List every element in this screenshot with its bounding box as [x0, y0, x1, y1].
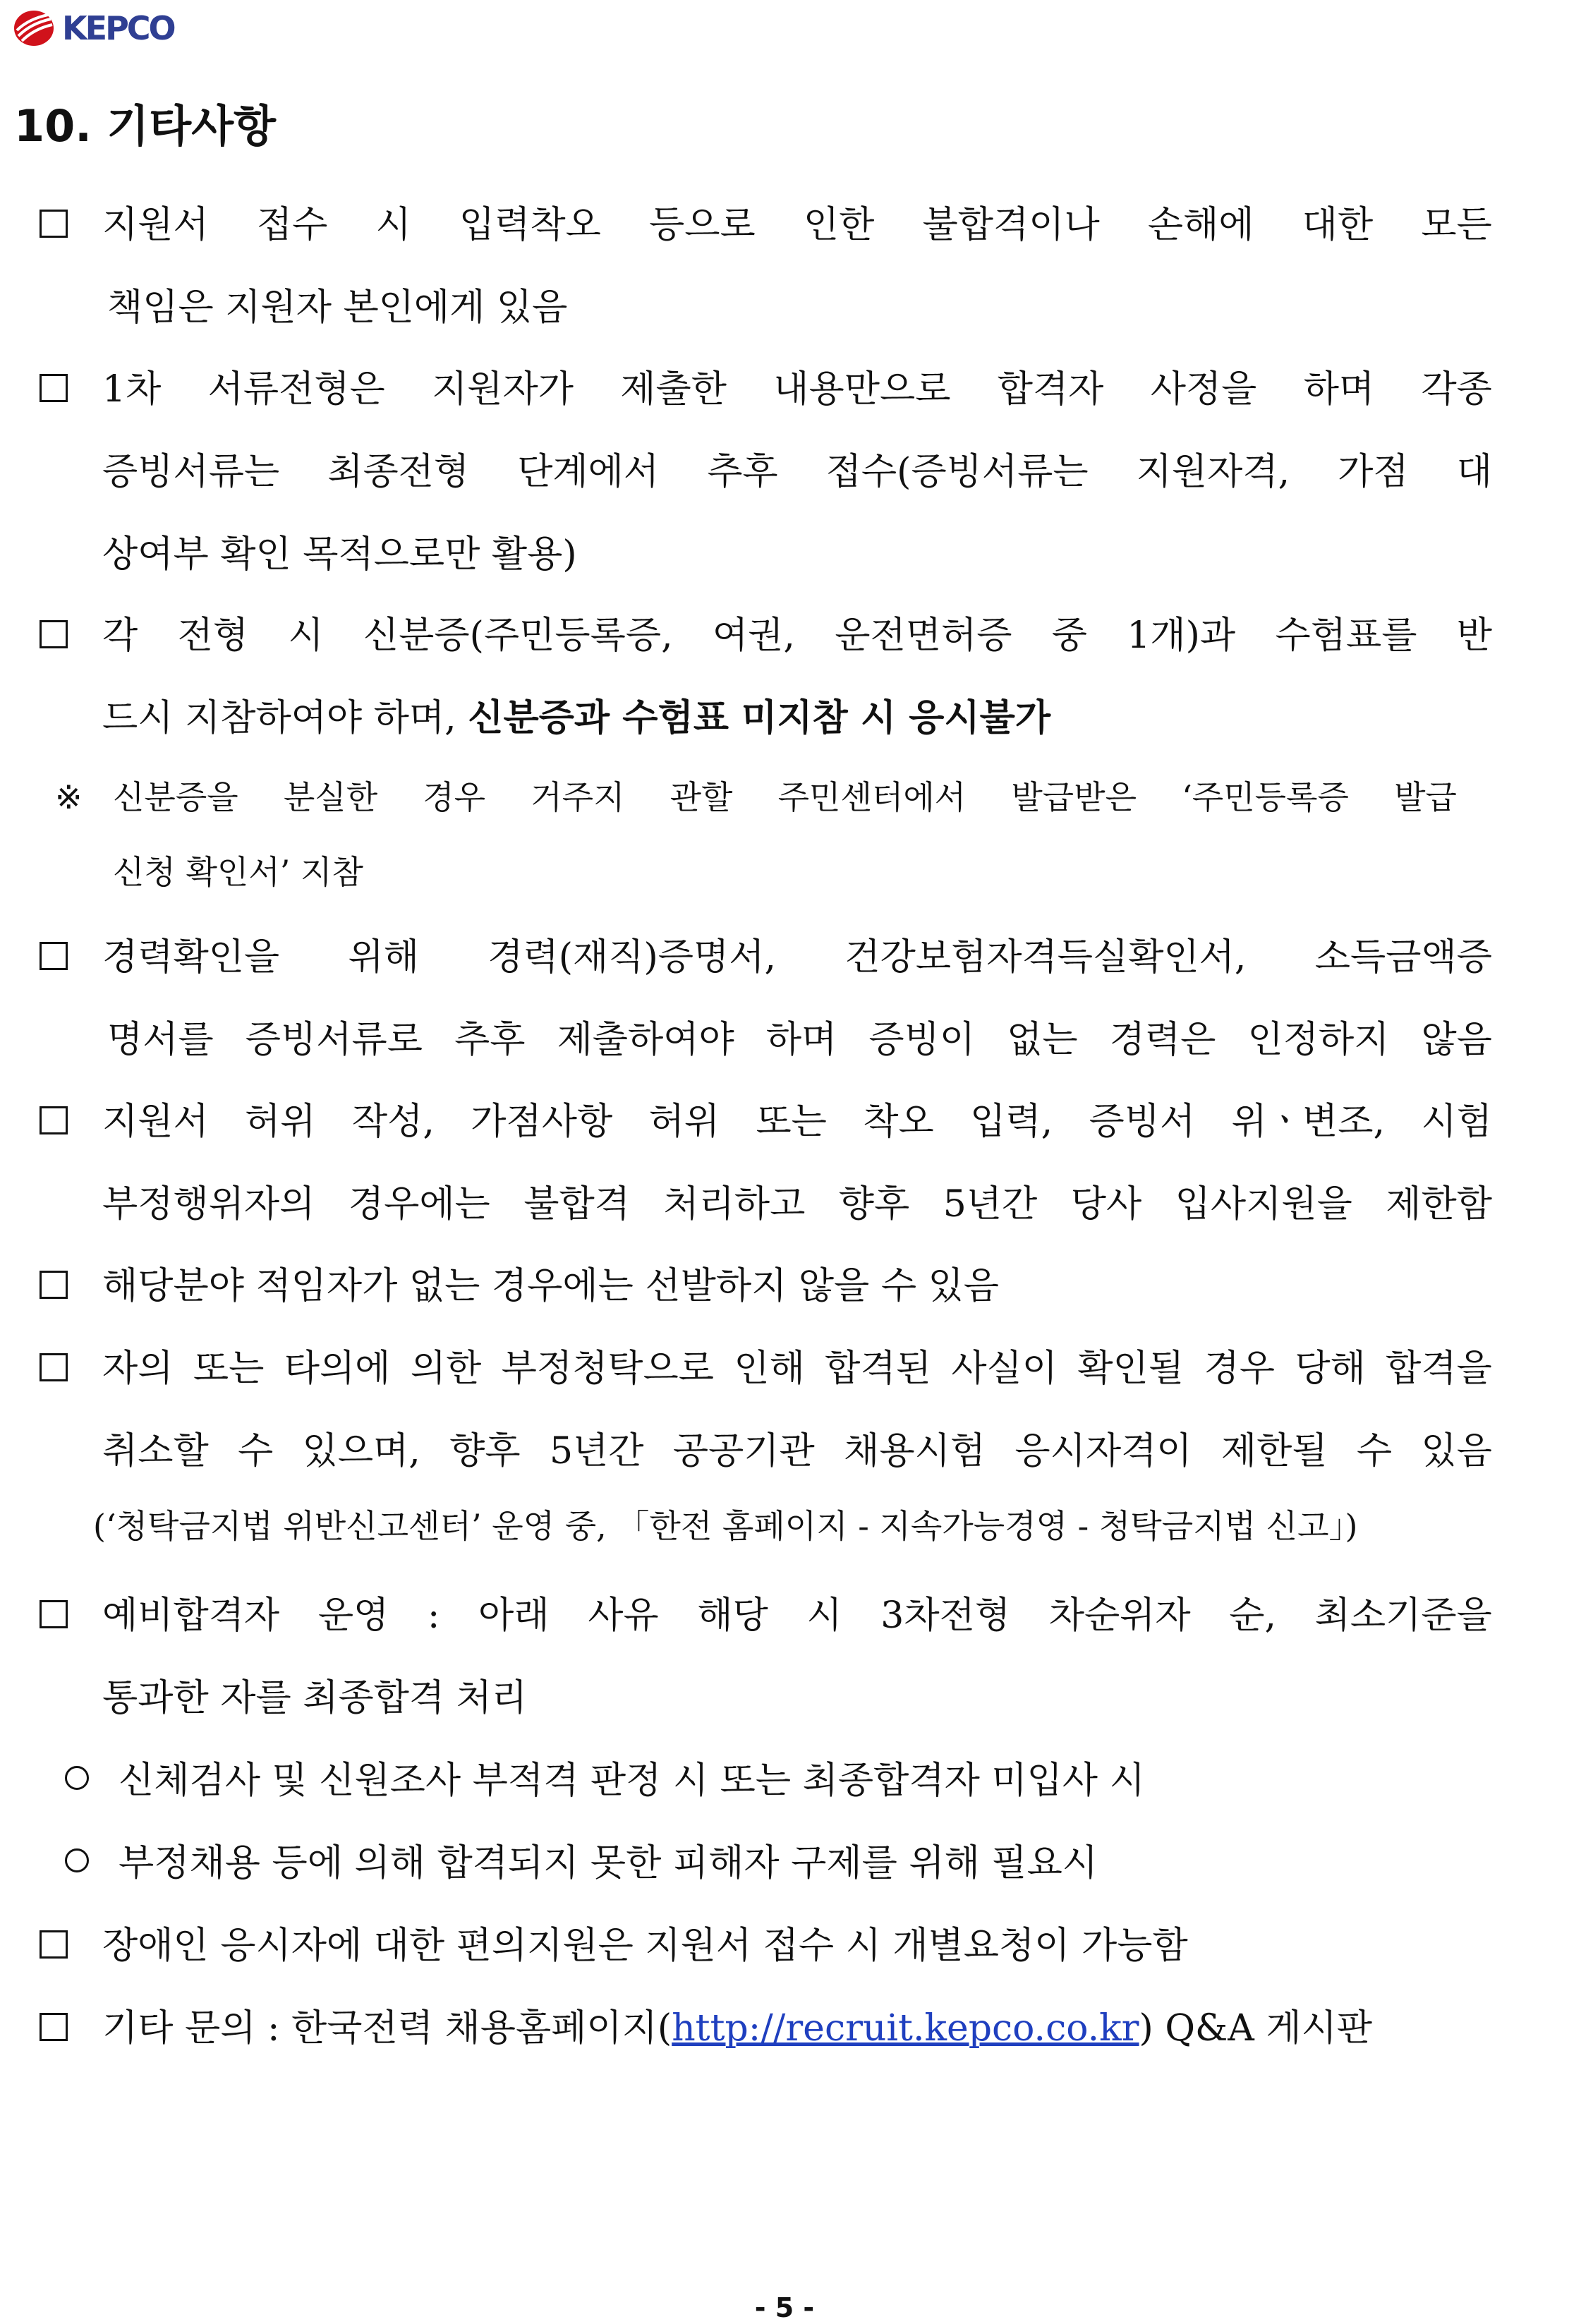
word: 수험표를: [1275, 615, 1417, 657]
item-2-line-1: [102, 368, 1492, 411]
word: 시: [288, 615, 324, 657]
word: 반: [1456, 615, 1492, 657]
word: 합격을: [1386, 1348, 1492, 1390]
word: 당사: [1070, 1183, 1142, 1225]
word: 불합격이나: [922, 204, 1100, 246]
word: 증빙이: [868, 1019, 976, 1061]
item-1-line-2: 책임은 지원자 본인에게 있음: [107, 286, 568, 329]
word: 채용시험: [844, 1430, 986, 1472]
word: 증빙서: [1089, 1101, 1196, 1143]
word: 가점사항: [471, 1101, 613, 1143]
item-5-line-2: [102, 1183, 1492, 1225]
word: 합격자: [997, 368, 1104, 411]
item-6-line-1: 해당분야 적임자가 없는 경우에는 선발하지 않을 수 있음: [102, 1265, 1000, 1307]
word: 시: [375, 204, 411, 246]
logo-text: KEPCO: [62, 9, 174, 47]
word: 최종전형: [327, 451, 470, 493]
word: 부정청탁으로: [501, 1348, 715, 1390]
word: 지원서: [102, 204, 209, 246]
circle-bullet-icon: [65, 1766, 89, 1790]
item-3-line-2: [102, 697, 1051, 739]
word: 경우: [1204, 1348, 1275, 1390]
word: 대한: [1302, 204, 1374, 246]
word: 중: [1051, 615, 1087, 657]
word: 허위: [648, 1101, 720, 1143]
word: 입력착오: [459, 204, 601, 246]
word: 접수(증빙서류는: [825, 451, 1089, 493]
word: 제출한: [620, 368, 727, 411]
word: 운전면허증: [835, 615, 1012, 657]
id-required-notice: 신분증과 수험표 미지참 시 응시불가: [468, 697, 1051, 739]
item-3-line-2-text: 드시 지참하여야 하며,: [102, 697, 468, 739]
kepco-logo: [13, 7, 174, 49]
checkbox-icon: [40, 1271, 68, 1299]
word: 접수: [256, 204, 328, 246]
word: 경우: [423, 778, 486, 816]
item-8-line-1: [102, 1594, 1492, 1637]
word: 해당: [697, 1594, 768, 1637]
word: 인정하지: [1247, 1019, 1390, 1061]
word: 서류전형은: [207, 368, 385, 411]
word: 각: [102, 615, 138, 657]
word: 여권,: [712, 615, 795, 657]
sub-item-1: 신체검사 및 신원조사 부적격 판정 시 또는 최종합격자 미입사 시: [119, 1760, 1145, 1802]
word: 향후: [449, 1430, 521, 1472]
item-7-line-2: [102, 1430, 1492, 1472]
checkbox-icon: [40, 1600, 68, 1628]
word: 각종: [1421, 368, 1492, 411]
word: 전형: [177, 615, 249, 657]
word: 아래: [478, 1594, 550, 1637]
word: 순,: [1229, 1594, 1277, 1637]
word: 있으며,: [302, 1430, 420, 1472]
word: 발급: [1394, 778, 1457, 816]
word: 소득금액증: [1314, 936, 1492, 979]
word: 모든: [1421, 204, 1492, 246]
word: 사실이: [951, 1348, 1058, 1390]
section-title: 10. 기타사항: [14, 100, 276, 152]
checkbox-icon: [40, 1930, 68, 1959]
word: 타의에: [284, 1348, 391, 1390]
word: 입사지원을: [1175, 1183, 1352, 1225]
item-1-line-1: [102, 204, 1492, 246]
item-2-line-2: [102, 451, 1492, 493]
recruit-homepage-link[interactable]: http://recruit.kepco.co.kr: [672, 2007, 1139, 2050]
word: 경력(재직)증명서,: [487, 936, 777, 979]
word: 추후: [454, 1019, 526, 1061]
word: 또는: [756, 1101, 827, 1143]
word: 분실한: [283, 778, 378, 816]
word: 사유: [588, 1594, 659, 1637]
word: 경우에는: [348, 1183, 490, 1225]
word: 3차전형: [880, 1594, 1011, 1637]
word: 지원서: [102, 1101, 209, 1143]
sub-item-2: 부정채용 등에 의해 합격되지 못한 피해자 구제를 위해 필요시: [119, 1842, 1098, 1884]
word: 불합격: [523, 1183, 630, 1225]
word: 입력,: [970, 1101, 1053, 1143]
word: 없는: [1007, 1019, 1078, 1061]
word: 내용만으로: [773, 368, 951, 411]
item-4-line-1: [102, 936, 1492, 979]
word: 대: [1456, 451, 1492, 493]
word: 의한: [410, 1348, 482, 1390]
item-2-line-3: 상여부 확인 목적으로만 활용): [102, 533, 577, 576]
word: 시: [806, 1594, 842, 1637]
inquiry-prefix: 기타 문의 : 한국전력 채용홈페이지(: [102, 2007, 672, 2050]
word: 1개)과: [1127, 615, 1236, 657]
word: 위해: [348, 936, 419, 979]
word: 5년간: [943, 1183, 1038, 1225]
word: 제출하여야: [557, 1019, 734, 1061]
word: 손해에: [1147, 204, 1254, 246]
item-5-line-1: [102, 1101, 1492, 1143]
word: 하며: [765, 1019, 837, 1061]
word: 증빙서류는: [102, 451, 280, 493]
word: 부정행위자의: [102, 1183, 315, 1225]
checkbox-icon: [40, 374, 68, 402]
word: 공공기관: [672, 1430, 815, 1472]
checkbox-icon: [40, 942, 68, 970]
word: 또는: [193, 1348, 265, 1390]
word: 지원자가: [432, 368, 574, 411]
word: 등으로: [649, 204, 756, 246]
checkbox-icon: [40, 1353, 68, 1381]
word: 신분증(주민등록증,: [363, 615, 673, 657]
word: 관할: [670, 778, 733, 816]
word: 5년간: [549, 1430, 644, 1472]
word: 단계에서: [517, 451, 660, 493]
word: 제한함: [1386, 1183, 1492, 1225]
word: 확인될: [1077, 1348, 1185, 1390]
word: 당해: [1295, 1348, 1366, 1390]
item-10-line-1: [102, 2007, 1373, 2050]
note-line-2: 신청 확인서’ 지참: [113, 853, 363, 891]
word: 처리하고: [663, 1183, 806, 1225]
word: 수: [238, 1430, 274, 1472]
checkbox-icon: [40, 2013, 68, 2041]
word: 경력은: [1109, 1019, 1216, 1061]
word: 위ㆍ변조,: [1231, 1101, 1386, 1143]
word: 인한: [803, 204, 875, 246]
word: 하며: [1303, 368, 1375, 411]
word: 추후: [707, 451, 778, 493]
word: 지원자격,: [1136, 451, 1290, 493]
reference-mark: ※: [55, 778, 83, 816]
word: 착오: [863, 1101, 934, 1143]
word: 경력확인을: [102, 936, 280, 979]
word: 가점: [1338, 451, 1409, 493]
word: 예비합격자: [102, 1594, 280, 1637]
note-line-1: [113, 778, 1457, 816]
checkbox-icon: [40, 1106, 68, 1134]
item-7-line-1: [102, 1348, 1492, 1390]
word: 취소할: [102, 1430, 209, 1472]
word: 건강보험자격득실확인서,: [844, 936, 1247, 979]
word: 작성,: [351, 1101, 435, 1143]
word: 시험: [1421, 1101, 1492, 1143]
inquiry-suffix: ) Q&A 게시판: [1139, 2007, 1373, 2050]
page-number: - 5 -: [754, 2292, 815, 2323]
circle-bullet-icon: [65, 1848, 89, 1872]
kepco-logo-icon: [13, 9, 55, 47]
item-4-line-2: [107, 1019, 1492, 1061]
checkbox-icon: [40, 620, 68, 648]
checkbox-icon: [40, 210, 68, 238]
word: 사정을: [1150, 368, 1257, 411]
word: 자의: [102, 1348, 174, 1390]
word: 1차: [102, 368, 162, 411]
word: 허위: [245, 1101, 316, 1143]
item-8-line-2: 통과한 자를 최종합격 처리: [102, 1677, 528, 1719]
item-9-line-1: 장애인 응시자에 대한 편의지원은 지원서 접수 시 개별요청이 가능함: [102, 1925, 1188, 1967]
word: :: [427, 1594, 440, 1637]
word: 명서를: [107, 1019, 214, 1061]
word: 차순위자: [1048, 1594, 1191, 1637]
word: 운영: [317, 1594, 389, 1637]
word: 인해: [734, 1348, 805, 1390]
word: 제한될: [1220, 1430, 1328, 1472]
word: 응시자격이: [1014, 1430, 1192, 1472]
word: 있음: [1421, 1430, 1492, 1472]
word: 증빙서류로: [245, 1019, 423, 1061]
word: 않음: [1421, 1019, 1492, 1061]
word: 주민센터에서: [777, 778, 967, 816]
item-3-line-1: [102, 615, 1492, 657]
word: 신분증을: [113, 778, 238, 816]
word: 최소기준을: [1314, 1594, 1492, 1637]
item-7-line-3: (‘청탁금지법 위반신고센터’ 운영 중, 「한전 홈페이지 - 지속가능경영 - 청탁금지법 신고」): [93, 1507, 1358, 1545]
word: 수: [1356, 1430, 1393, 1472]
word: 합격된: [825, 1348, 931, 1390]
word: ‘주민등록증: [1182, 778, 1349, 816]
word: 향후: [838, 1183, 910, 1225]
word: 거주지: [531, 778, 625, 816]
word: 발급받은: [1011, 778, 1137, 816]
